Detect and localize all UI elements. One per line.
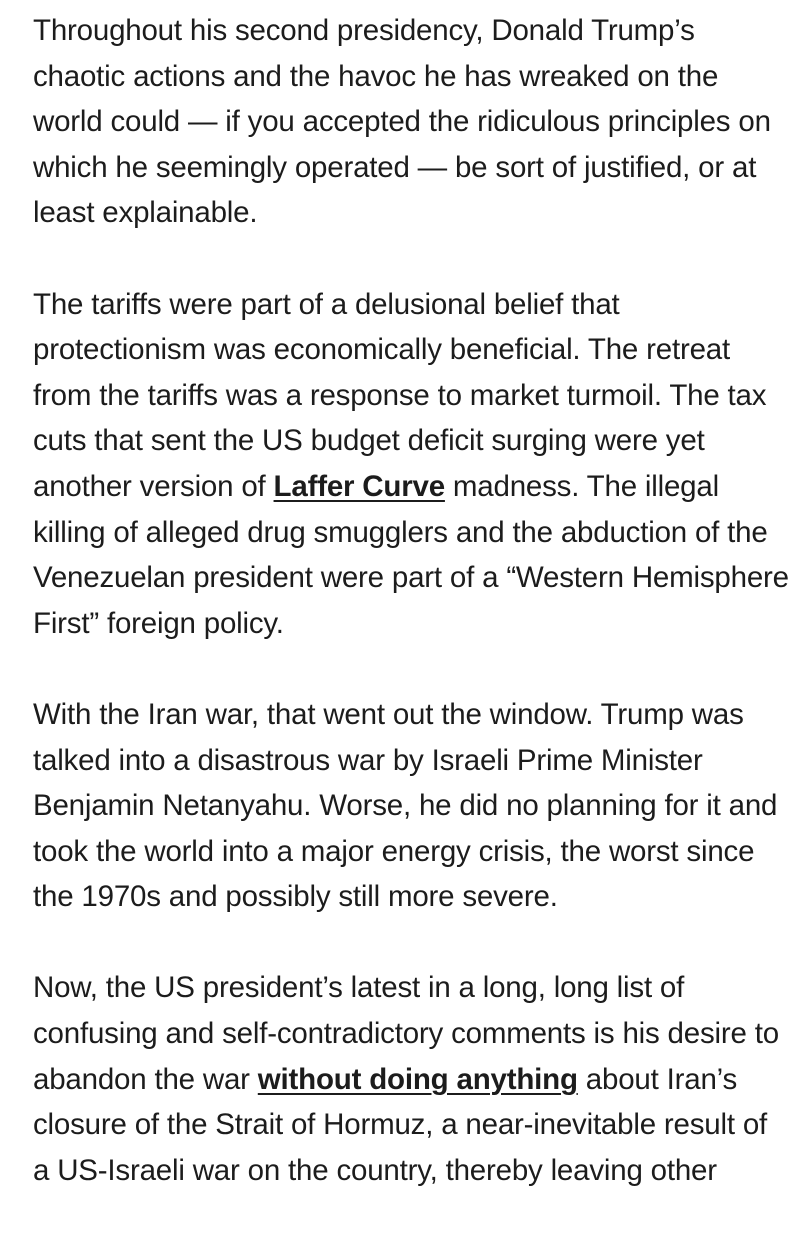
text-segment: abandon the war [33, 1062, 258, 1096]
paragraph-2 [33, 282, 793, 647]
text-segment: madness. The illegal [444, 469, 719, 503]
without-doing-anything-link[interactable]: without doing anything [257, 1062, 578, 1096]
text-line: the 1970s and possibly still more severe. [33, 880, 558, 914]
text-line: talked into a disastrous war by Israeli Prime Minister [33, 743, 703, 777]
text-line: killing of alleged drug smugglers and the abduction of the [33, 515, 768, 549]
text-line: least explainable. [33, 196, 258, 230]
text-line-with-link [33, 1057, 793, 1103]
text-line: First” foreign policy. [33, 606, 284, 640]
text-line: confusing and self-contradictory comments is his desire to [33, 1017, 779, 1051]
text-line: The tariffs were part of a delusional belief that [33, 287, 620, 321]
paragraph-3 [33, 692, 793, 920]
text-line: With the Iran war, that went out the window. Trump was [33, 697, 744, 731]
text-line: Benjamin Netanyahu. Worse, he did no planning for it and [33, 789, 778, 823]
text-line: cuts that sent the US budget deficit surging were yet [33, 424, 705, 458]
text-line: Now, the US president’s latest in a long, long list of [33, 971, 685, 1005]
text-line: Venezuelan president were part of a “Western Hemisphere [33, 561, 789, 595]
text-line: a US-Israeli war on the country, thereby leaving other [33, 1153, 717, 1187]
text-segment: about Iran’s [577, 1062, 738, 1096]
paragraph-1 [33, 8, 793, 236]
laffer-curve-link[interactable]: Laffer Curve [273, 469, 445, 503]
paragraph-4 [33, 965, 793, 1193]
text-line: took the world into a major energy crisis, the worst since [33, 834, 755, 868]
text-line: closure of the Strait of Hormuz, a near-inevitable result of [33, 1108, 768, 1142]
text-segment: another version of [33, 469, 274, 503]
text-line: from the tariffs was a response to market turmoil. The tax [33, 378, 767, 412]
text-line: protectionism was economically beneficial. The retreat [33, 333, 730, 367]
text-line: chaotic actions and the havoc he has wreaked on the [33, 59, 719, 93]
text-line-with-link [33, 464, 793, 510]
text-line: Throughout his second presidency, Donald Trump’s [33, 14, 695, 47]
text-line: world could — if you accepted the ridiculous principles on [33, 105, 771, 139]
article-body [33, 8, 793, 1239]
text-line: which he seemingly operated — be sort of justified, or at [33, 150, 757, 184]
